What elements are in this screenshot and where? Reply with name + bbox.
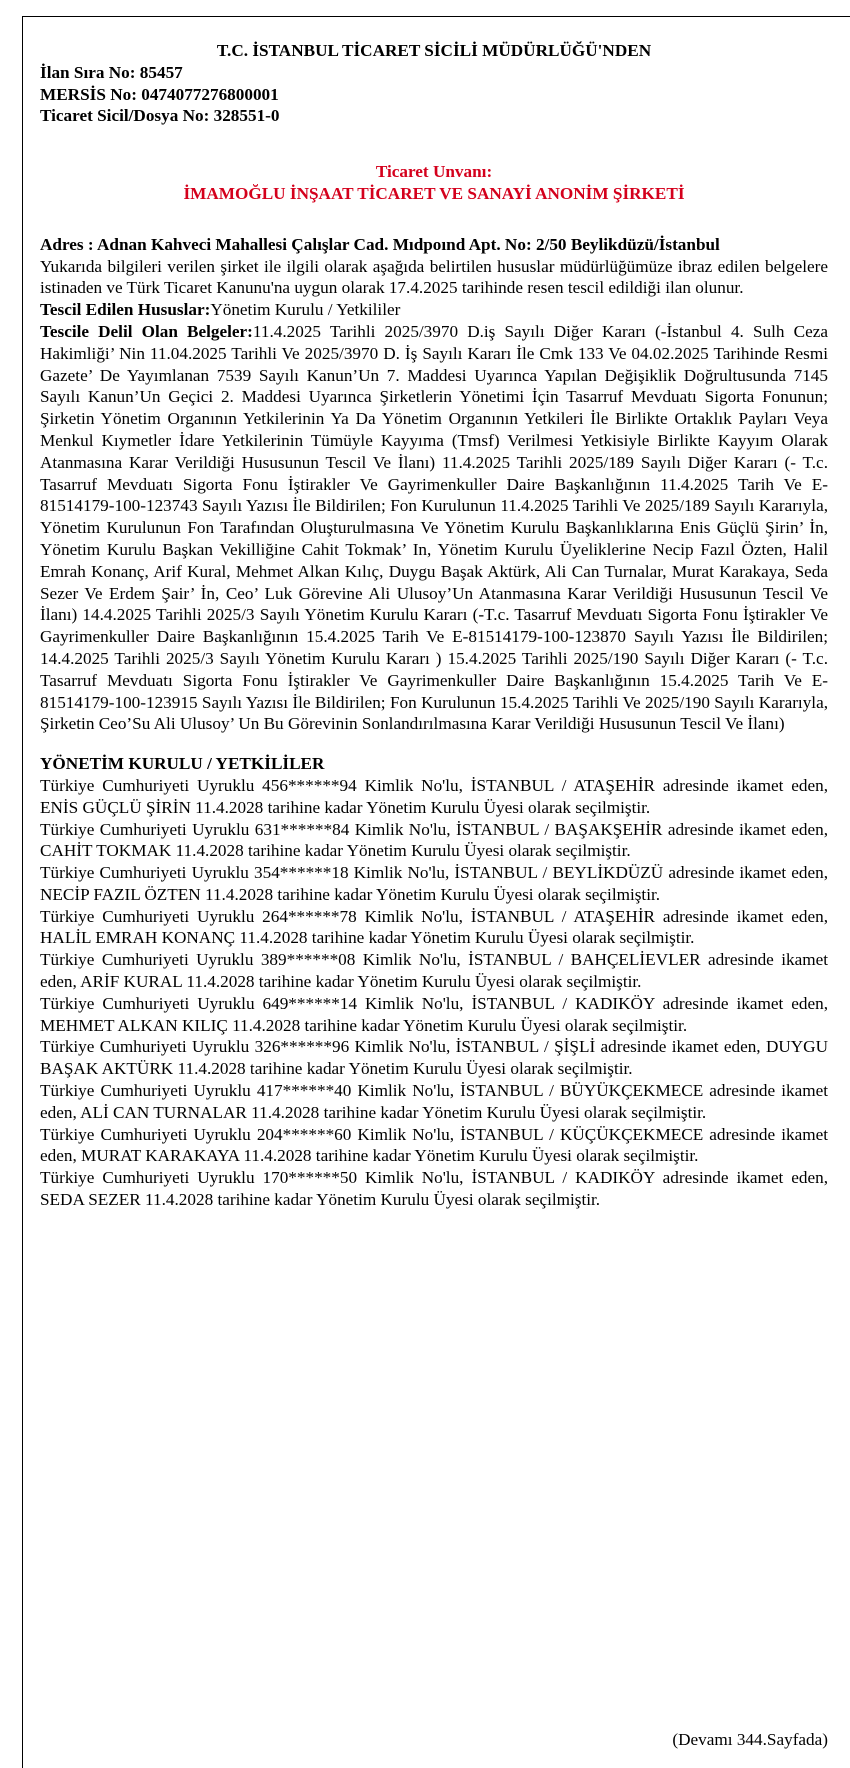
board-member-entry: Türkiye Cumhuriyeti Uyruklu 389******08 Kimlik No'lu, İSTANBUL / BAHÇELİEVLER adresinde ikamet eden, ARİF KURAL 11.4.2028 tarihine kadar Yönetim Kurulu Üyesi olarak seçilmiştir.: [40, 950, 828, 992]
mersis-no: MERSİS No: 0474077276800001: [40, 84, 279, 104]
left-border: [22, 16, 23, 1768]
evidence-documents: [40, 321, 828, 735]
announcement-header: [40, 40, 828, 127]
board-member-entry: Türkiye Cumhuriyeti Uyruklu 204******60 Kimlik No'lu, İSTANBUL / KÜÇÜKÇEKMECE adresinde ikamet eden, MURAT KARAKAYA 11.4.2028 tarihine kadar Yönetim Kurulu Üyesi olarak seçilmiştir.: [40, 1124, 828, 1166]
ilan-sira-no: İlan Sıra No: 85457: [40, 62, 183, 82]
evidence-documents-label: Tescile Delil Olan Belgeler:: [40, 321, 253, 341]
board-member-entry: Türkiye Cumhuriyeti Uyruklu 326******96 Kimlik No'lu, İSTANBUL / ŞİŞLİ adresinde ikamet eden, DUYGU BAŞAK AKTÜRK 11.4.2028 tarihine kadar Yönetim Kurulu Üyesi olarak seçilmiştir.: [40, 1037, 828, 1079]
company-label: Ticaret Unvanı:: [375, 162, 493, 182]
registered-matters: [40, 299, 828, 321]
company-title-block: [40, 161, 828, 205]
board-member-entry: Türkiye Cumhuriyeti Uyruklu 170******50 Kimlik No'lu, İSTANBUL / KADIKÖY adresinde ikamet eden, SEDA SEZER 11.4.2028 tarihine kadar Yönetim Kurulu Üyesi olarak seçilmiştir.: [40, 1168, 828, 1210]
sicil-no: Ticaret Sicil/Dosya No: 328551-0: [40, 106, 280, 126]
intro-text: Yukarıda bilgileri verilen şirket ile ilgili olarak aşağıda belirtilen hususlar müdürlüğümüze ibraz edilen belgelere istinaden ve Türk Ticaret Kanunu'na uygun olarak 17.4.2025 tarihinde resen tescil edildiği ilan olunur.: [40, 256, 828, 298]
board-member-entry: Türkiye Cumhuriyeti Uyruklu 417******40 Kimlik No'lu, İSTANBUL / BÜYÜKÇEKMECE adresinde ikamet eden, ALİ CAN TURNALAR 11.4.2028 tarihine kadar Yönetim Kurulu Üyesi olarak seçilmiştir.: [40, 1081, 828, 1122]
company-name: İMAMOĞLU İNŞAAT TİCARET VE SANAYİ ANONİM ŞİRKETİ: [183, 183, 685, 203]
evidence-documents-text: 11.4.2025 Tarihli 2025/3970 D.iş Sayılı Diğer Kararı (-İstanbul 4. Sulh Ceza Hakimliği’ Nin 11.04.2025 Tarihli Ve 2025/3970 D. İş Sayılı Kararı İle Cmk 133 Ve 04.02.2025 Tarihinde Resmi Gazete’ De Yayımlanan 7539 Sayılı Kanun’Un 7. Maddesi Uyarınca Yapılan Değişiklik Doğrultusunda 7145 Sayılı Kanun’Un Geçici 2. Maddesi Uyarınca Şirketlerin Yönetimi İçin Tasarruf Mevduatı Sigorta Fonunun; Şirketin Yönetim Organının Yetkilerinin Ya Da Yönetim Organının Yetkileri İle Birlikte Ortaklık Payları Veya Menkul Kıymetler İdare Yetkilerinin Tümüyle Kayyıma (Tmsf) Verilmesi Yetkisiyle Birlikte Kayyım Olarak Atanmasına Karar Verildiği Hususunun Tescil Ve İlanı) 11.4.2025 Tarihli 2025/189 Sayılı Diğer Kararı (- T.c. Tasarruf Mevduatı Sigorta Fonu İştirakler Ve Gayrimenkuller Daire Başkanlığının 11.4.2025 Tarih Ve E-81514179-100-123743 Sayılı Yazısı İle Bildirilen; Fon Kurulunun 11.4.2025 Tarihli Ve 2025/189 Sayılı Kararıyla, Yönetim Kurulunun Fon Tarafından Oluşturulmasına Ve Yönetim Kurulu Başkanlıklarına Enis Güçlü Şirin’ İn, Yönetim Kurulu Başkan Vekilliğine Cahit Tokmak’ In, Yönetim Kurulu Üyeliklerine Necip Fazıl Özten, Halil Emrah Konanç, Arif Kural, Mehmet Alkan Kılıç, Duygu Başak Aktürk, Ali Can Turnalar, Murat Karakaya, Seda Sezer Ve Erdem Şair’ İn, Ceo’ Luk Görevine Ali Ulusoy’Un Atanmasına Karar Verildiği Hususunun Tescil Ve İlanı) 14.4.2025 Tarihli 2025/3 Sayılı Yönetim Kurulu Kararı (-T.c. Tasarruf Mevduatı Sigorta Fonu İştirakler Ve Gayrimenkuller Daire Başkanlığının 15.4.2025 Tarih Ve E-81514179-100-123870 Sayılı Yazısı İle Bildirilen; 14.4.2025 Tarihli 2025/3 Sayılı Yönetim Kurulu Kararı ) 15.4.2025 Tarihli 2025/190 Sayılı Diğer Kararı (- T.c. Tasarruf Mevduatı Sigorta Fonu İştirakler Ve Gayrimenkuller Daire Başkanlığının 15.4.2025 Tarih Ve E-81514179-100-123915 Sayılı Yazısı İle Bildirilen; Fon Kurulunun 15.4.2025 Tarihli Ve 2025/190 Sayılı Kararıyla, Şirketin Ceo’Su Ali Ulusoy’ Un Bu Görevinin Sonlandırılmasına Karar Verildiği Hususunun Tescil Ve İlanı): [40, 321, 828, 734]
board-member-entry: Türkiye Cumhuriyeti Uyruklu 456******94 Kimlik No'lu, İSTANBUL / ATAŞEHİR adresinde ikamet eden, ENİS GÜÇLÜ ŞİRİN 11.4.2028 tarihine kadar Yönetim Kurulu Üyesi olarak seçilmiştir.: [40, 775, 828, 817]
announcement: [40, 40, 828, 1211]
registered-matters-label: Tescil Edilen Hususlar:: [40, 300, 211, 320]
board-member-entry: Türkiye Cumhuriyeti Uyruklu 354******18 Kimlik No'lu, İSTANBUL / BEYLİKDÜZÜ adresinde ikamet eden, NECİP FAZIL ÖZTEN 11.4.2028 tarihine kadar Yönetim Kurulu Üyesi olarak seçilmiştir.: [40, 863, 828, 904]
issuer-title: T.C. İSTANBUL TİCARET SİCİLİ MÜDÜRLÜĞÜ'NDEN: [216, 41, 652, 60]
board-member-list: [40, 775, 828, 1211]
board-title: YÖNETİM KURULU / YETKİLİLER: [40, 754, 325, 774]
registered-matters-value: Yönetim Kurulu / Yetkililer: [210, 300, 401, 320]
board-member-entry: Türkiye Cumhuriyeti Uyruklu 631******84 Kimlik No'lu, İSTANBUL / BAŞAKŞEHİR adresinde ikamet eden, CAHİT TOKMAK 11.4.2028 tarihine kadar Yönetim Kurulu Üyesi olarak seçilmiştir.: [40, 819, 828, 861]
top-border: [22, 16, 850, 17]
address: Adres : Adnan Kahveci Mahallesi Çalışlar Cad. Mıdpoınd Apt. No: 2/50 Beylikdüzü/İstanbul: [40, 234, 720, 254]
continuation-note: (Devamı 344.Sayfada): [672, 1730, 828, 1749]
board-member-entry: Türkiye Cumhuriyeti Uyruklu 649******14 Kimlik No'lu, İSTANBUL / KADIKÖY adresinde ikamet eden, MEHMET ALKAN KILIÇ 11.4.2028 tarihine kadar Yönetim Kurulu Üyesi olarak seçilmiştir.: [40, 993, 828, 1035]
board-member-entry: Türkiye Cumhuriyeti Uyruklu 264******78 Kimlik No'lu, İSTANBUL / ATAŞEHİR adresinde ikamet eden, HALİL EMRAH KONANÇ 11.4.2028 tarihine kadar Yönetim Kurulu Üyesi olarak seçilmiştir.: [40, 906, 828, 948]
